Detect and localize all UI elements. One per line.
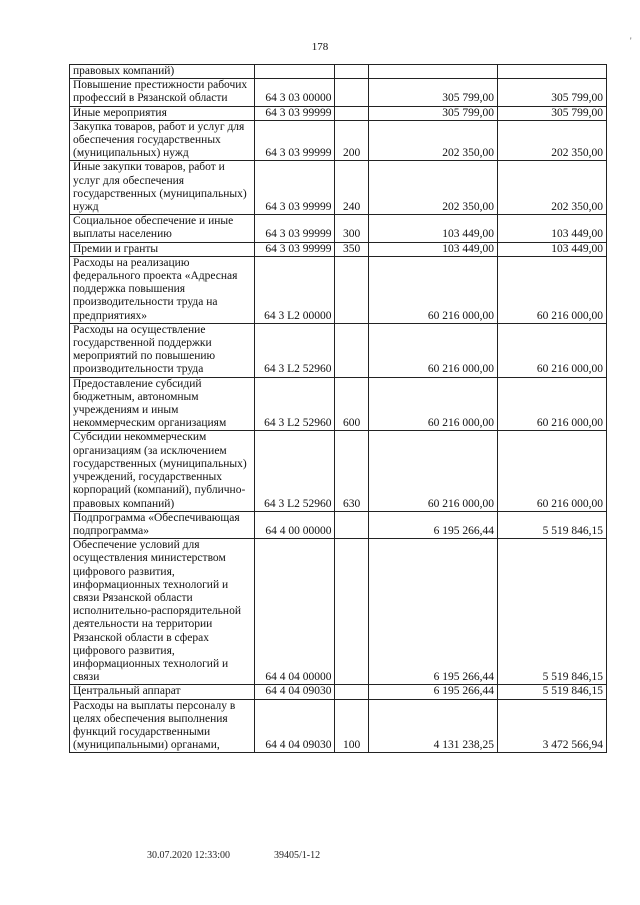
row-amount-1: 202 350,00 <box>368 120 497 161</box>
row-amount-2: 60 216 000,00 <box>497 323 606 377</box>
row-code: 64 3 03 99999 <box>254 161 335 215</box>
row-name: Расходы на осуществление государственной поддержки мероприятий по повышению производительности труда <box>70 323 255 377</box>
table-row <box>70 685 607 699</box>
footer-document-code: 39405/1-12 <box>274 850 321 861</box>
row-amount-1: 6 195 266,44 <box>368 539 497 685</box>
row-name: Иные мероприятия <box>70 106 255 120</box>
row-name: Обеспечение условий для осуществления министерством цифрового развития, информационных технологий и связи Рязанской области исполнительно-распорядительной деятельности на территории Рязанской области в сферах цифрового развития, информационных технологий и связи <box>70 539 255 685</box>
row-amount-1: 60 216 000,00 <box>368 323 497 377</box>
row-name: правовых компаний) <box>70 65 255 79</box>
table-row <box>70 431 607 511</box>
table-row <box>70 699 607 753</box>
row-expense-type: 100 <box>335 699 368 753</box>
row-expense-type <box>335 685 368 699</box>
table-row <box>70 377 607 431</box>
row-amount-2: 103 449,00 <box>497 215 606 242</box>
row-amount-1: 60 216 000,00 <box>368 431 497 511</box>
row-code: 64 3 03 99999 <box>254 215 335 242</box>
row-amount-2: 5 519 846,15 <box>497 511 606 538</box>
table-row <box>70 65 607 79</box>
row-name: Субсидии некоммерческим организациям (за исключением государственных (муниципальных) учреждений, государственных корпораций (компаний), публично-правовых компаний) <box>70 431 255 511</box>
margin-mark: ' <box>630 36 632 46</box>
row-amount-1: 6 195 266,44 <box>368 685 497 699</box>
row-amount-2: 305 799,00 <box>497 79 606 106</box>
row-expense-type <box>335 65 368 79</box>
row-expense-type: 350 <box>335 242 368 256</box>
row-amount-1: 60 216 000,00 <box>368 377 497 431</box>
row-expense-type <box>335 511 368 538</box>
row-amount-1: 305 799,00 <box>368 79 497 106</box>
row-amount-1: 6 195 266,44 <box>368 511 497 538</box>
row-amount-1: 103 449,00 <box>368 242 497 256</box>
row-name: Центральный аппарат <box>70 685 255 699</box>
row-name: Премии и гранты <box>70 242 255 256</box>
table-row <box>70 161 607 215</box>
table-row <box>70 323 607 377</box>
table-row <box>70 539 607 685</box>
row-amount-2: 305 799,00 <box>497 106 606 120</box>
row-name: Расходы на реализацию федерального проекта «Адресная поддержка повышения производительности труда на предприятиях» <box>70 256 255 323</box>
row-amount-1: 202 350,00 <box>368 161 497 215</box>
row-code: 64 4 04 09030 <box>254 699 335 753</box>
table-row <box>70 106 607 120</box>
row-code: 64 4 04 00000 <box>254 539 335 685</box>
row-amount-2 <box>497 65 606 79</box>
table-row <box>70 120 607 161</box>
row-code: 64 4 00 00000 <box>254 511 335 538</box>
row-expense-type: 300 <box>335 215 368 242</box>
row-amount-2: 60 216 000,00 <box>497 431 606 511</box>
row-amount-1: 103 449,00 <box>368 215 497 242</box>
row-expense-type <box>335 323 368 377</box>
row-expense-type <box>335 539 368 685</box>
row-amount-1 <box>368 65 497 79</box>
table-row <box>70 242 607 256</box>
row-code: 64 3 03 99999 <box>254 242 335 256</box>
row-amount-2: 5 519 846,15 <box>497 685 606 699</box>
row-amount-1: 305 799,00 <box>368 106 497 120</box>
row-name: Социальное обеспечение и иные выплаты населению <box>70 215 255 242</box>
row-name: Закупка товаров, работ и услуг для обеспечения государственных (муниципальных) нужд <box>70 120 255 161</box>
row-code: 64 3 L2 52960 <box>254 377 335 431</box>
row-amount-2: 60 216 000,00 <box>497 377 606 431</box>
row-name: Иные закупки товаров, работ и услуг для обеспечения государственных (муниципальных) нужд <box>70 161 255 215</box>
table-row <box>70 79 607 106</box>
row-amount-2: 202 350,00 <box>497 161 606 215</box>
budget-table <box>69 64 607 753</box>
row-expense-type: 630 <box>335 431 368 511</box>
row-expense-type: 600 <box>335 377 368 431</box>
row-expense-type <box>335 256 368 323</box>
row-code: 64 4 04 09030 <box>254 685 335 699</box>
page-number: 178 <box>311 41 329 53</box>
row-code: 64 3 03 99999 <box>254 106 335 120</box>
row-expense-type: 240 <box>335 161 368 215</box>
row-expense-type <box>335 106 368 120</box>
row-code: 64 3 L2 52960 <box>254 323 335 377</box>
footer-timestamp: 30.07.2020 12:33:00 <box>147 850 231 861</box>
table-row <box>70 215 607 242</box>
row-code: 64 3 03 00000 <box>254 79 335 106</box>
row-name: Подпрограмма «Обеспечивающая подпрограмма» <box>70 511 255 538</box>
row-expense-type: 200 <box>335 120 368 161</box>
table-row <box>70 256 607 323</box>
row-code: 64 3 L2 52960 <box>254 431 335 511</box>
row-amount-1: 4 131 238,25 <box>368 699 497 753</box>
row-name: Предоставление субсидий бюджетным, автономным учреждениям и иным некоммерческим организациям <box>70 377 255 431</box>
row-code: 64 3 03 99999 <box>254 120 335 161</box>
row-amount-2: 3 472 566,94 <box>497 699 606 753</box>
row-amount-2: 103 449,00 <box>497 242 606 256</box>
row-amount-2: 5 519 846,15 <box>497 539 606 685</box>
row-expense-type <box>335 79 368 106</box>
row-code: 64 3 L2 00000 <box>254 256 335 323</box>
row-amount-1: 60 216 000,00 <box>368 256 497 323</box>
row-amount-2: 60 216 000,00 <box>497 256 606 323</box>
table-row <box>70 511 607 538</box>
row-name: Расходы на выплаты персоналу в целях обеспечения выполнения функций государственными (муниципальными) органами, <box>70 699 255 753</box>
row-code <box>254 65 335 79</box>
row-name: Повышение престижности рабочих профессий в Рязанской области <box>70 79 255 106</box>
row-amount-2: 202 350,00 <box>497 120 606 161</box>
